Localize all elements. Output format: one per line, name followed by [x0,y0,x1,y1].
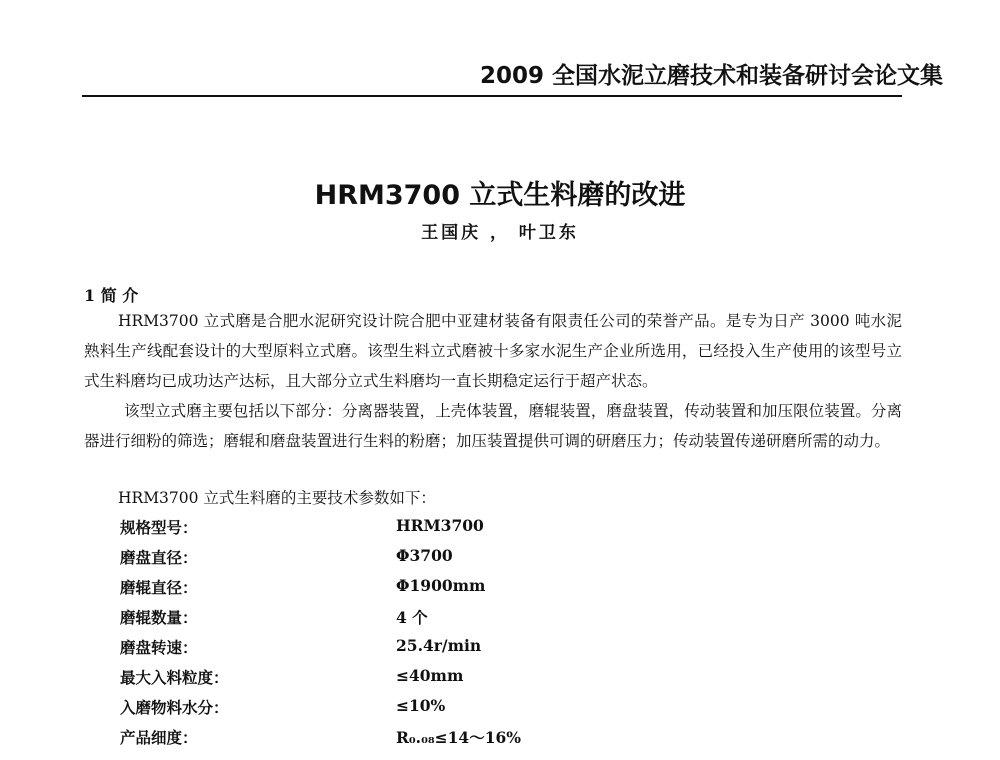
spec-label: 磨辊数量： [120,608,198,627]
spec-value: ≤40mm [396,666,464,685]
spec-value: HRM3700 [396,516,484,535]
running-header-title: 2009 全国水泥立磨技术和装备研讨会论文集 [480,63,944,89]
spec-label: 磨盘直径： [120,548,198,567]
spec-value: Φ3700 [396,546,453,565]
spec-value: 25.4r/min [396,636,482,655]
paragraph-intro: HRM3700 立式磨是合肥水泥研究设计院合肥中亚建材装备有限责任公司的荣誉产品。是专为日产 3000 吨水泥熟料生产线配套设计的大型原料立式磨。该型生料立式磨被十多家水泥生产企业所选用，已经投入生产使用的该型号立式生料磨均已成功达产达标，且大部分立式生料磨均一直长期稳定运行于超产状态。 [84,312,902,390]
article-authors: 王国庆 ， 叶卫东 [421,223,579,243]
spec-value: ≤10% [396,696,446,715]
spec-label: 规格型号： [120,518,198,537]
article-title: HRM3700 立式生料磨的改进 [314,180,686,211]
header-rule [82,95,902,97]
section-heading: 1 简 介 [84,286,139,305]
spec-label: 产品细度： [120,728,198,747]
spec-value: Φ1900mm [396,576,486,595]
spec-label: 最大入料粒度： [120,668,229,687]
paragraph-components: 该型立式磨主要包括以下部分：分离器装置，上壳体装置，磨辊装置，磨盘装置，传动装置和加压限位装置。分离器进行细粉的筛选；磨辊和磨盘装置进行生料的粉磨；加压装置提供可调的研磨压力；传动装置传递研磨所需的动力。 [84,402,902,450]
spec-intro: HRM3700 立式生料磨的主要技术参数如下： [118,489,436,507]
spec-value: R₀.₀₈≤14～16% [396,728,521,747]
spec-label: 磨辊直径： [120,578,198,597]
spec-label: 磨盘转速： [120,638,198,657]
spec-label: 入磨物料水分： [120,698,229,717]
spec-value: 4 个 [396,608,428,627]
